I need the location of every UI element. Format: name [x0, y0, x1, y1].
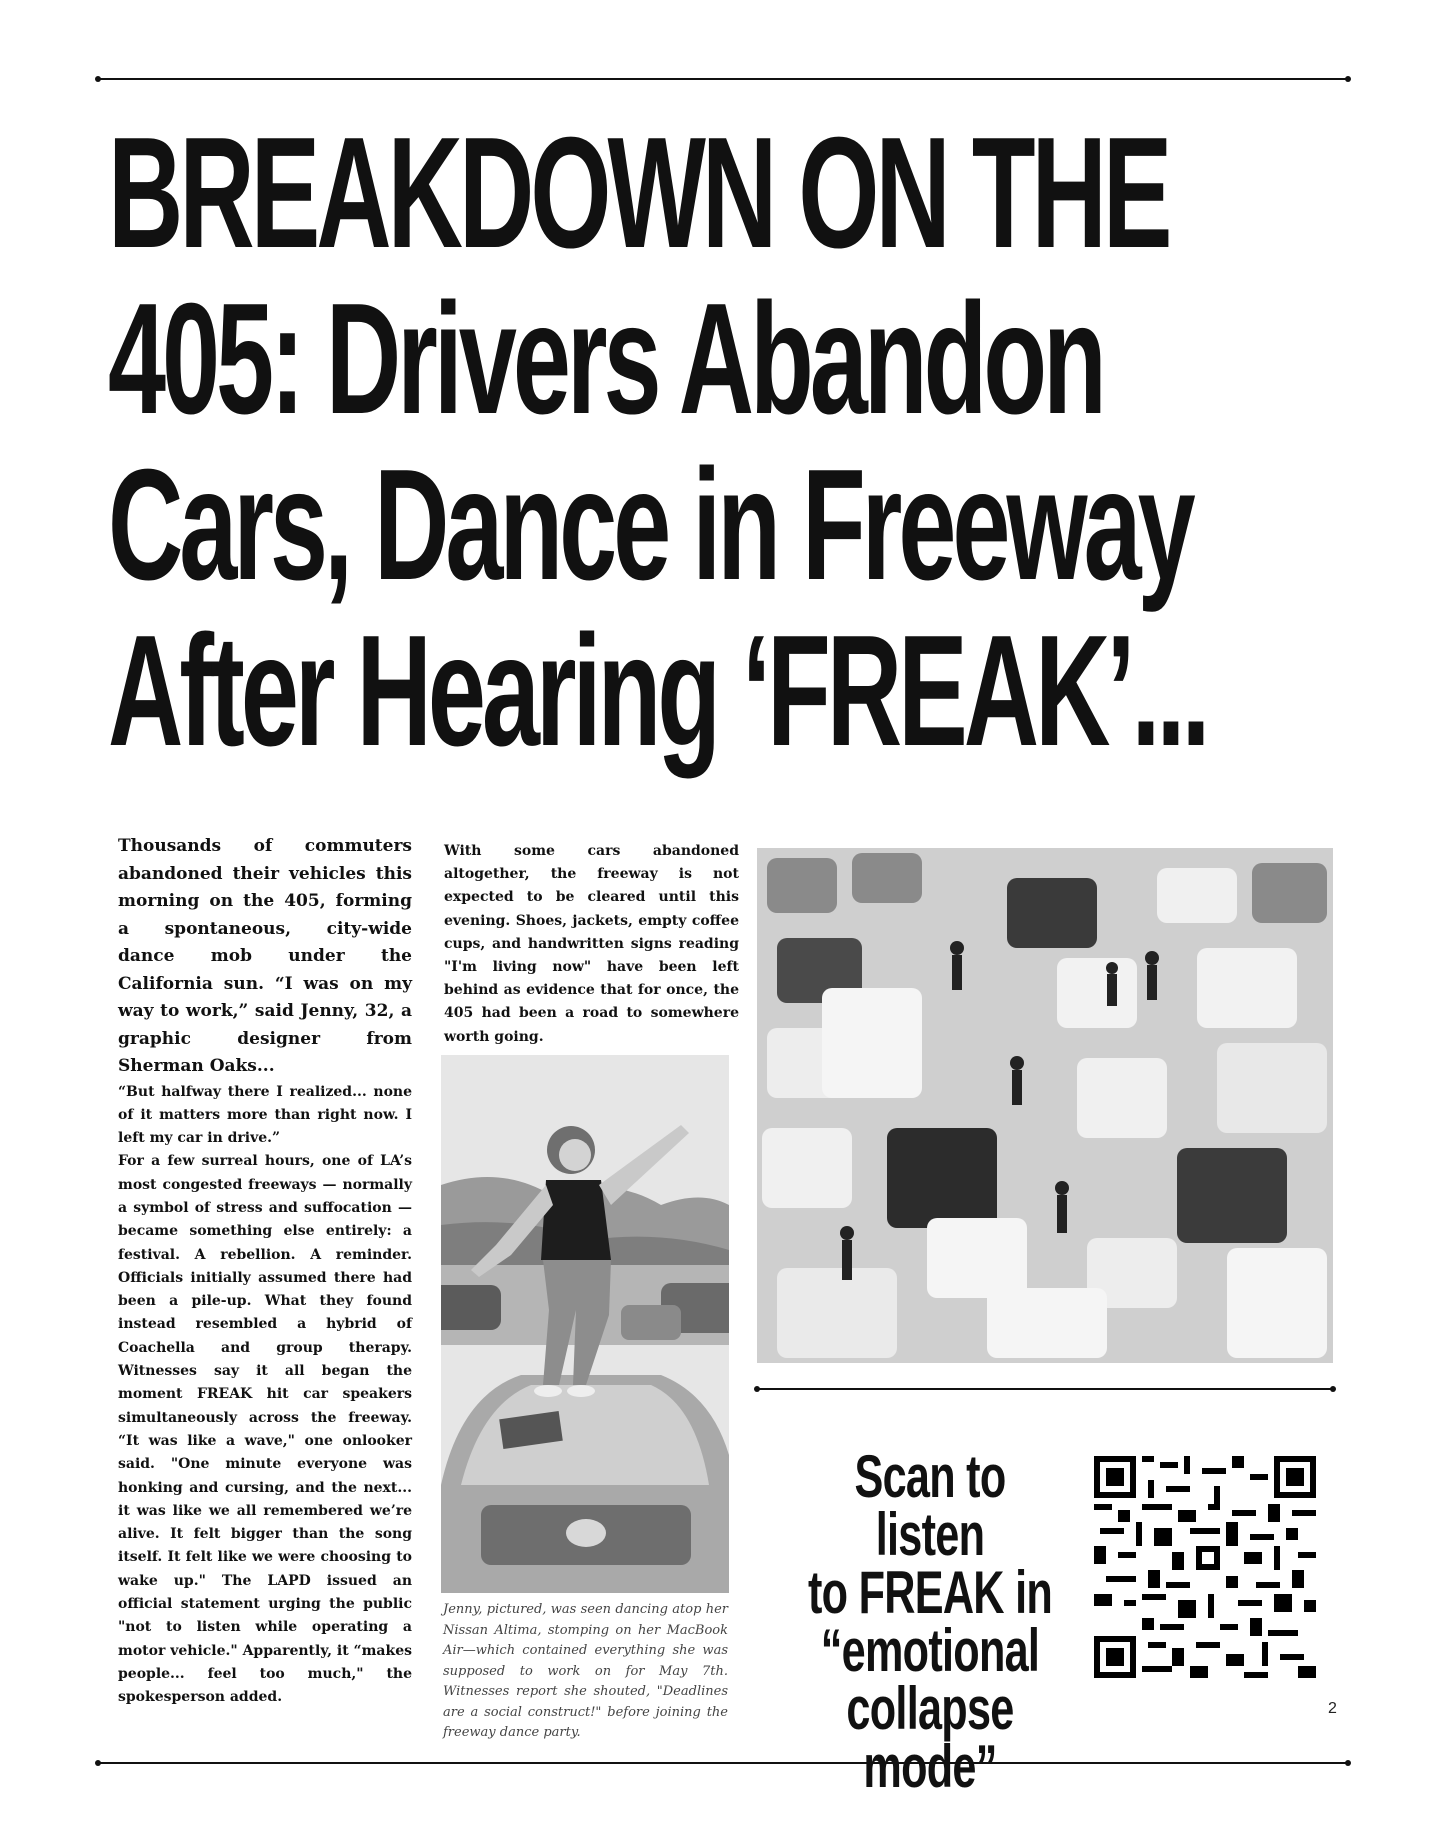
qr-promo-line-2: to FREAK in: [807, 1559, 1053, 1626]
article-paragraph: “But halfway there I realized... none of it matters more than right now. I left my car in drive.”: [118, 1083, 412, 1147]
article-column-2: [444, 840, 739, 1049]
page-number: 2: [1328, 1700, 1337, 1717]
qr-promo-line-1: Scan to listen: [854, 1443, 1006, 1568]
headline-line-3: Cars, Dance in Freeway: [108, 437, 1192, 613]
article-column-1: [118, 833, 412, 1710]
headline-line-4: After Hearing ‘FREAK’...: [108, 603, 1207, 779]
qr-promo-text: [807, 1443, 1053, 1800]
headline-line-1: BREAKDOWN ON THE: [108, 105, 1169, 281]
article-paragraph: For a few surreal hours, one of LA’s most congested freeways — normally a symbol of stress and suffocation — became something else entirely: a festival. A rebellion. A reminder. Officials initially assumed there had been a pile-up. What they found instead resembled a hybrid of Coachella and group therapy. Witnesses say it all began the moment FREAK hit car speakers simultaneously across the freeway. “It was like a wave," one onlooker said. "One minute everyone was honking and cursing, and the next... it was like we all remembered we’re alive. It felt bigger than the song itself. It felt like we were choosing to wake up." The LAPD issued an official statement urging the public "not to listen while operating a motor vehicle." Apparently, it “makes people... feel too much," the spokesperson added.: [118, 1153, 412, 1706]
jenny-dancing-photo: [441, 1055, 729, 1593]
headline-line-2: 405: Drivers Abandon: [108, 271, 1103, 447]
qr-promo-line-3: “emotional: [820, 1617, 1040, 1684]
article-lede: Thousands of commuters abandoned their vehicles this morning on the 405, forming a spontaneous, city-wide dance mob under the California sun. “I was on my way to work,” said Jenny, 32, a graphic designer from Sherman Oaks...: [118, 836, 412, 1076]
bottom-rule: [98, 1762, 1348, 1764]
qr-promo-line-4: collapse mode”: [846, 1675, 1014, 1800]
qr-code[interactable]: [1094, 1456, 1316, 1678]
photo-divider-rule: [757, 1388, 1333, 1390]
freeway-dance-photo: [757, 848, 1333, 1363]
photo-caption: Jenny, pictured, was seen dancing atop her Nissan Altima, stomping on her MacBook Air—which contained everything she was supposed to work on for May 7th. Witnesses report she shouted, "Deadlines are a social construct!" before joining the freeway dance party.: [443, 1602, 728, 1740]
article-paragraph: With some cars abandoned altogether, the freeway is not expected to be cleared until this evening. Shoes, jackets, empty coffee cups, and handwritten signs reading "I'm living now" have been left behind as evidence that for once, the 405 had been a road to somewhere worth going.: [444, 843, 739, 1045]
headline: [108, 105, 1207, 779]
top-rule: [98, 78, 1348, 80]
